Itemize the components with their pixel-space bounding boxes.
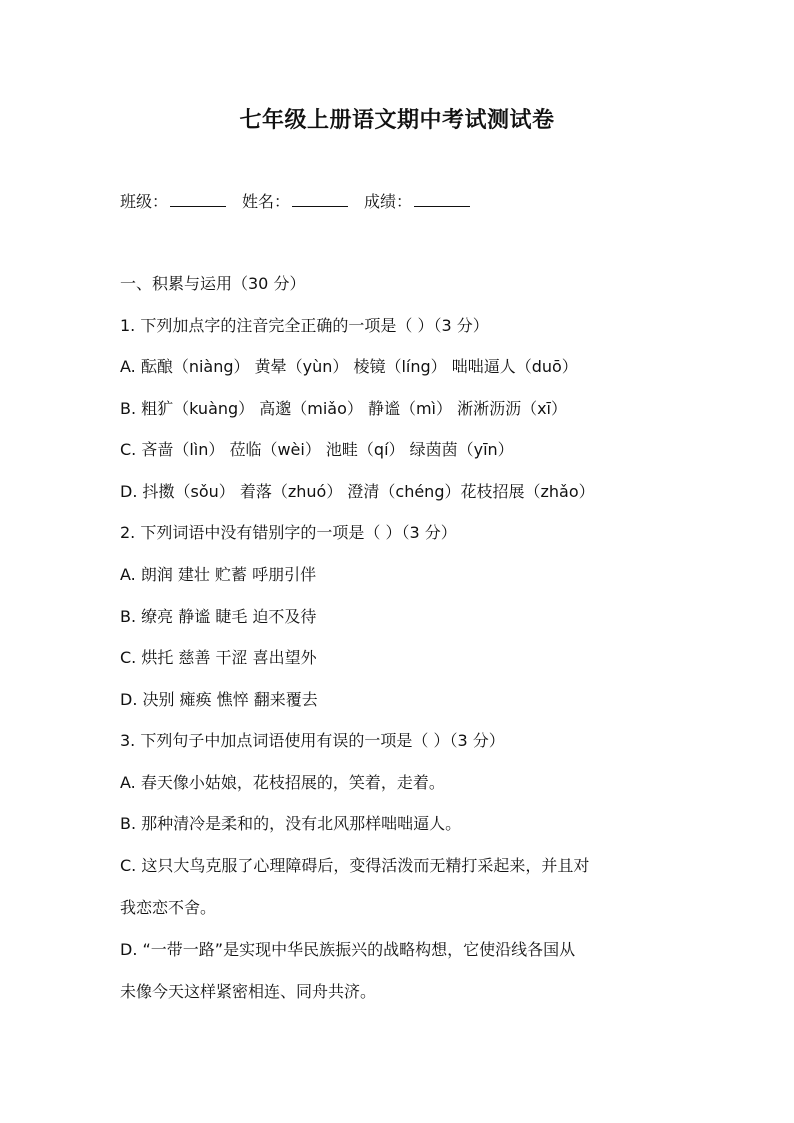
q1-option-c: C. 吝啬（lìn） 莅临（wèi） 池畦（qí） 绿茵茵（yīn） [120, 440, 514, 459]
class-label: 班级： [120, 192, 169, 211]
q2-option-b: B. 缭亮 静谧 睫毛 迫不及待 [120, 607, 317, 626]
q2-option-d: D. 决别 瘫痪 憔悴 翻来覆去 [120, 690, 318, 709]
section-heading: 一、积累与运用（30 分） [120, 274, 306, 293]
name-blank [292, 192, 348, 207]
name-label: 姓名： [242, 192, 291, 211]
question-3: 3. 下列句子中加点词语使用有误的一项是（ ）（3 分） [120, 731, 505, 750]
q3-option-d-continued: 未像今天这样紧密相连、同舟共济。 [120, 982, 377, 1001]
q1-option-b: B. 粗犷（kuàng） 高邈（miǎo） 静谧（mì） 淅淅沥沥（xī） [120, 399, 567, 418]
class-blank [170, 192, 226, 207]
question-2: 2. 下列词语中没有错别字的一项是（ ）（3 分） [120, 523, 457, 542]
q1-option-d: D. 抖擞（sǒu） 着落（zhuó） 澄清（chéng）花枝招展（zhǎo） [120, 482, 595, 501]
q3-option-c-continued: 我恋恋不舍。 [120, 898, 217, 917]
q3-option-a: A. 春天像小姑娘，花枝招展的，笑着，走着。 [120, 773, 445, 792]
q3-option-d: D. “一带一路”是实现中华民族振兴的战略构想，它使沿线各国从 [120, 940, 576, 959]
student-info-row [120, 191, 476, 213]
score-label: 成绩： [364, 192, 413, 211]
score-blank [414, 192, 470, 207]
q2-option-c: C. 烘托 慈善 干涩 喜出望外 [120, 648, 317, 667]
q3-option-c: C. 这只大鸟克服了心理障碍后，变得活泼而无精打采起来，并且对 [120, 856, 590, 875]
question-1: 1. 下列加点字的注音完全正确的一项是（ ）（3 分） [120, 316, 489, 335]
q3-option-b: B. 那种清冷是柔和的，没有北风那样咄咄逼人。 [120, 814, 462, 833]
q2-option-a: A. 朗润 建壮 贮蓄 呼朋引伴 [120, 565, 317, 584]
q1-option-a: A. 酝酿（niàng） 黄晕（yùn） 棱镜（líng） 咄咄逼人（duō） [120, 357, 578, 376]
page-title: 七年级上册语文期中考试测试卷 [239, 107, 555, 133]
